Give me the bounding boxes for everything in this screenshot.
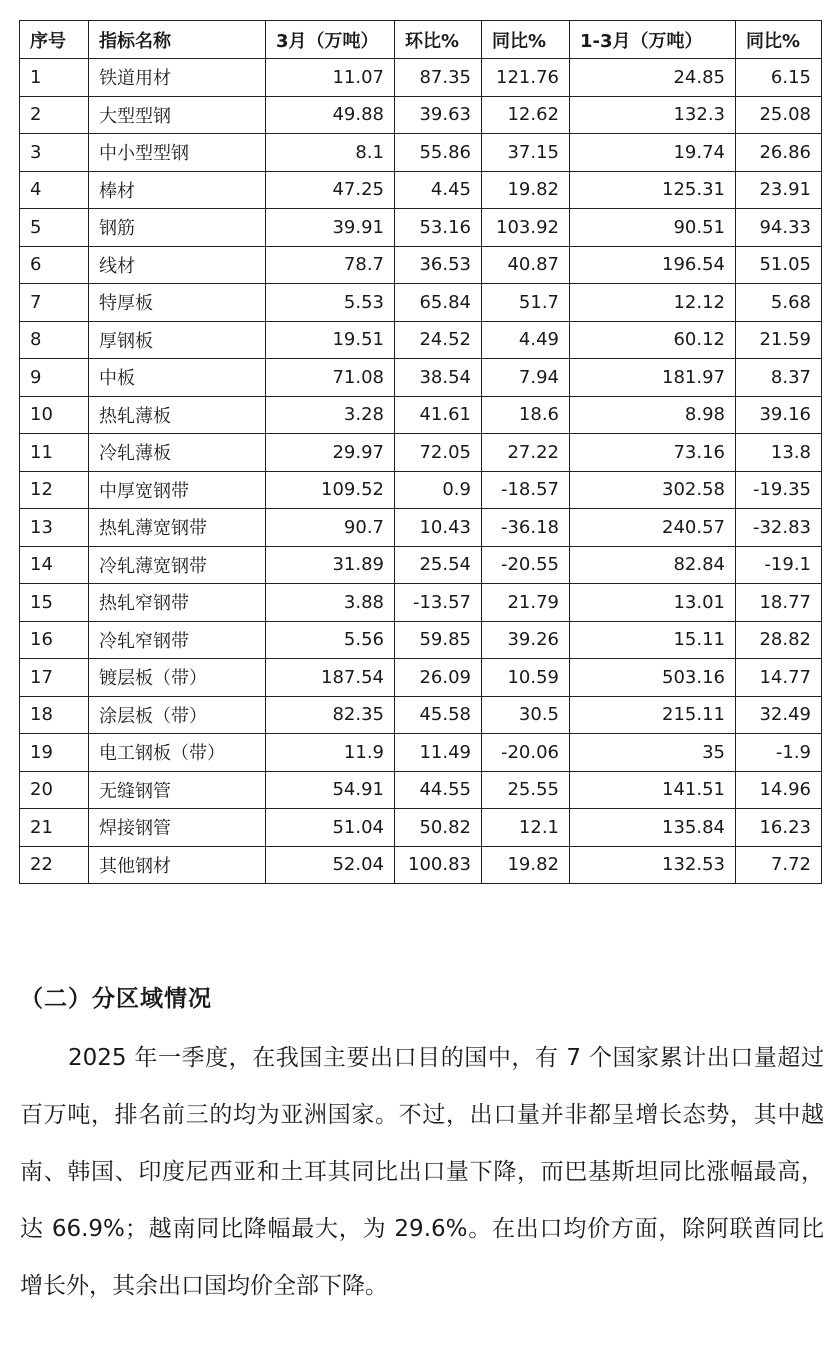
row-item-name: 厚钢板 (89, 321, 266, 359)
header-march-volume: 3月（万吨） (266, 21, 395, 59)
row-q1-volume: 8.98 (570, 396, 736, 434)
row-mom: 38.54 (395, 359, 482, 397)
row-march-volume: 54.91 (266, 771, 395, 809)
table-row (20, 209, 822, 247)
row-yoy: 12.62 (482, 96, 570, 134)
row-mom: 26.09 (395, 659, 482, 697)
row-yoy: 4.49 (482, 321, 570, 359)
row-march-volume: 11.9 (266, 734, 395, 772)
row-q1-volume: 73.16 (570, 434, 736, 472)
row-index: 18 (20, 696, 89, 734)
body-paragraph: 2025 年一季度，在我国主要出口目的国中，有 7 个国家累计出口量超过百万吨，排名前三的均为亚洲国家。不过，出口量并非都呈增长态势，其中越南、韩国、印度尼西亚和土耳其同比出口量下降，而巴基斯坦同比涨幅最高，达 66.9%；越南同比降幅最大，为 29.6%。在出口均价方面，除阿联酋同比增长外，其余出口国均价全部下降。 (20, 1045, 824, 1299)
row-yoy: 19.82 (482, 171, 570, 209)
row-mom: 53.16 (395, 209, 482, 247)
row-q1-volume: 82.84 (570, 546, 736, 584)
row-q1-volume: 125.31 (570, 171, 736, 209)
row-q1-volume: 90.51 (570, 209, 736, 247)
row-item-name: 热轧窄钢带 (89, 584, 266, 622)
row-q1-yoy: 51.05 (736, 246, 822, 284)
row-yoy: 103.92 (482, 209, 570, 247)
row-index: 9 (20, 359, 89, 397)
row-item-name: 大型型钢 (89, 96, 266, 134)
row-march-volume: 47.25 (266, 171, 395, 209)
row-yoy: 19.82 (482, 846, 570, 884)
row-q1-yoy: 6.15 (736, 59, 822, 97)
row-index: 8 (20, 321, 89, 359)
row-item-name: 电工钢板（带） (89, 734, 266, 772)
row-q1-yoy: 26.86 (736, 134, 822, 172)
row-index: 14 (20, 546, 89, 584)
table-row (20, 321, 822, 359)
row-q1-yoy: 14.77 (736, 659, 822, 697)
row-march-volume: 109.52 (266, 471, 395, 509)
row-index: 10 (20, 396, 89, 434)
row-march-volume: 3.28 (266, 396, 395, 434)
table-row (20, 246, 822, 284)
row-march-volume: 11.07 (266, 59, 395, 97)
row-yoy: 40.87 (482, 246, 570, 284)
row-q1-yoy: 94.33 (736, 209, 822, 247)
row-mom: 25.54 (395, 546, 482, 584)
row-item-name: 热轧薄宽钢带 (89, 509, 266, 547)
row-item-name: 中厚宽钢带 (89, 471, 266, 509)
table-row (20, 734, 822, 772)
row-index: 3 (20, 134, 89, 172)
row-march-volume: 3.88 (266, 584, 395, 622)
row-mom: 59.85 (395, 621, 482, 659)
row-yoy: -18.57 (482, 471, 570, 509)
table-row (20, 434, 822, 472)
row-q1-volume: 141.51 (570, 771, 736, 809)
row-mom: 10.43 (395, 509, 482, 547)
row-march-volume: 31.89 (266, 546, 395, 584)
row-index: 7 (20, 284, 89, 322)
row-march-volume: 8.1 (266, 134, 395, 172)
row-mom: 36.53 (395, 246, 482, 284)
row-march-volume: 51.04 (266, 809, 395, 847)
row-mom: 50.82 (395, 809, 482, 847)
table-row (20, 96, 822, 134)
row-yoy: -20.06 (482, 734, 570, 772)
row-q1-yoy: -19.35 (736, 471, 822, 509)
row-mom: 65.84 (395, 284, 482, 322)
row-q1-yoy: 28.82 (736, 621, 822, 659)
row-q1-volume: 60.12 (570, 321, 736, 359)
row-yoy: 121.76 (482, 59, 570, 97)
row-q1-volume: 132.3 (570, 96, 736, 134)
row-q1-volume: 503.16 (570, 659, 736, 697)
row-index: 19 (20, 734, 89, 772)
row-index: 22 (20, 846, 89, 884)
header-item-name: 指标名称 (89, 21, 266, 59)
row-item-name: 特厚板 (89, 284, 266, 322)
row-march-volume: 49.88 (266, 96, 395, 134)
row-q1-volume: 35 (570, 734, 736, 772)
table-row (20, 659, 822, 697)
table-row (20, 471, 822, 509)
row-item-name: 热轧薄板 (89, 396, 266, 434)
row-yoy: 39.26 (482, 621, 570, 659)
row-q1-yoy: 7.72 (736, 846, 822, 884)
row-item-name: 涂层板（带） (89, 696, 266, 734)
row-march-volume: 19.51 (266, 321, 395, 359)
row-yoy: 30.5 (482, 696, 570, 734)
section-heading: （二）分区域情况 (20, 986, 212, 1012)
row-index: 15 (20, 584, 89, 622)
row-mom: 72.05 (395, 434, 482, 472)
row-q1-volume: 24.85 (570, 59, 736, 97)
row-yoy: 51.7 (482, 284, 570, 322)
table-row (20, 584, 822, 622)
row-march-volume: 71.08 (266, 359, 395, 397)
row-index: 21 (20, 809, 89, 847)
row-q1-volume: 19.74 (570, 134, 736, 172)
header-mom: 环比% (395, 21, 482, 59)
row-mom: 4.45 (395, 171, 482, 209)
row-item-name: 钢筋 (89, 209, 266, 247)
row-mom: 0.9 (395, 471, 482, 509)
row-index: 4 (20, 171, 89, 209)
row-march-volume: 29.97 (266, 434, 395, 472)
header-yoy: 同比% (482, 21, 570, 59)
row-yoy: 21.79 (482, 584, 570, 622)
row-q1-yoy: 16.23 (736, 809, 822, 847)
row-yoy: 25.55 (482, 771, 570, 809)
row-q1-yoy: 5.68 (736, 284, 822, 322)
table-row (20, 696, 822, 734)
row-mom: 45.58 (395, 696, 482, 734)
table-header-row (20, 21, 822, 59)
row-yoy: 7.94 (482, 359, 570, 397)
row-q1-yoy: -19.1 (736, 546, 822, 584)
row-q1-volume: 181.97 (570, 359, 736, 397)
row-q1-yoy: 23.91 (736, 171, 822, 209)
row-item-name: 其他钢材 (89, 846, 266, 884)
row-index: 20 (20, 771, 89, 809)
row-item-name: 冷轧薄板 (89, 434, 266, 472)
table-row (20, 771, 822, 809)
row-item-name: 冷轧窄钢带 (89, 621, 266, 659)
row-march-volume: 5.56 (266, 621, 395, 659)
row-q1-volume: 196.54 (570, 246, 736, 284)
row-q1-yoy: 39.16 (736, 396, 822, 434)
row-index: 12 (20, 471, 89, 509)
row-march-volume: 187.54 (266, 659, 395, 697)
row-march-volume: 78.7 (266, 246, 395, 284)
table-row (20, 621, 822, 659)
table-row (20, 846, 822, 884)
row-march-volume: 39.91 (266, 209, 395, 247)
row-index: 1 (20, 59, 89, 97)
row-yoy: 10.59 (482, 659, 570, 697)
row-mom: 24.52 (395, 321, 482, 359)
row-index: 11 (20, 434, 89, 472)
row-q1-yoy: 18.77 (736, 584, 822, 622)
row-yoy: 18.6 (482, 396, 570, 434)
row-mom: 55.86 (395, 134, 482, 172)
row-q1-yoy: 14.96 (736, 771, 822, 809)
row-item-name: 镀层板（带） (89, 659, 266, 697)
table-row (20, 134, 822, 172)
row-index: 6 (20, 246, 89, 284)
row-q1-yoy: 21.59 (736, 321, 822, 359)
header-index: 序号 (20, 21, 89, 59)
header-q1-yoy: 同比% (736, 21, 822, 59)
row-mom: -13.57 (395, 584, 482, 622)
row-item-name: 焊接钢管 (89, 809, 266, 847)
row-mom: 44.55 (395, 771, 482, 809)
row-yoy: -20.55 (482, 546, 570, 584)
row-item-name: 中小型型钢 (89, 134, 266, 172)
table-row (20, 284, 822, 322)
row-q1-volume: 15.11 (570, 621, 736, 659)
row-q1-yoy: -1.9 (736, 734, 822, 772)
row-march-volume: 5.53 (266, 284, 395, 322)
row-item-name: 冷轧薄宽钢带 (89, 546, 266, 584)
row-item-name: 中板 (89, 359, 266, 397)
row-q1-yoy: 25.08 (736, 96, 822, 134)
steel-export-table (19, 20, 822, 884)
row-q1-volume: 302.58 (570, 471, 736, 509)
row-yoy: -36.18 (482, 509, 570, 547)
row-march-volume: 52.04 (266, 846, 395, 884)
row-yoy: 12.1 (482, 809, 570, 847)
row-q1-yoy: 13.8 (736, 434, 822, 472)
table-row (20, 359, 822, 397)
table-row (20, 546, 822, 584)
row-mom: 11.49 (395, 734, 482, 772)
header-q1-volume: 1-3月（万吨） (570, 21, 736, 59)
table-row (20, 396, 822, 434)
row-q1-volume: 13.01 (570, 584, 736, 622)
row-yoy: 37.15 (482, 134, 570, 172)
row-mom: 39.63 (395, 96, 482, 134)
row-index: 2 (20, 96, 89, 134)
table-body (20, 59, 822, 884)
table-row (20, 171, 822, 209)
row-q1-yoy: 32.49 (736, 696, 822, 734)
row-mom: 87.35 (395, 59, 482, 97)
table-row (20, 809, 822, 847)
row-item-name: 线材 (89, 246, 266, 284)
row-q1-volume: 132.53 (570, 846, 736, 884)
row-item-name: 铁道用材 (89, 59, 266, 97)
row-q1-volume: 240.57 (570, 509, 736, 547)
row-item-name: 无缝钢管 (89, 771, 266, 809)
row-mom: 100.83 (395, 846, 482, 884)
row-q1-volume: 135.84 (570, 809, 736, 847)
row-q1-yoy: -32.83 (736, 509, 822, 547)
row-q1-volume: 215.11 (570, 696, 736, 734)
row-march-volume: 82.35 (266, 696, 395, 734)
row-index: 17 (20, 659, 89, 697)
row-mom: 41.61 (395, 396, 482, 434)
row-q1-volume: 12.12 (570, 284, 736, 322)
row-index: 16 (20, 621, 89, 659)
row-q1-yoy: 8.37 (736, 359, 822, 397)
row-march-volume: 90.7 (266, 509, 395, 547)
row-item-name: 棒材 (89, 171, 266, 209)
table-row (20, 509, 822, 547)
row-index: 13 (20, 509, 89, 547)
table-row (20, 59, 822, 97)
row-index: 5 (20, 209, 89, 247)
row-yoy: 27.22 (482, 434, 570, 472)
